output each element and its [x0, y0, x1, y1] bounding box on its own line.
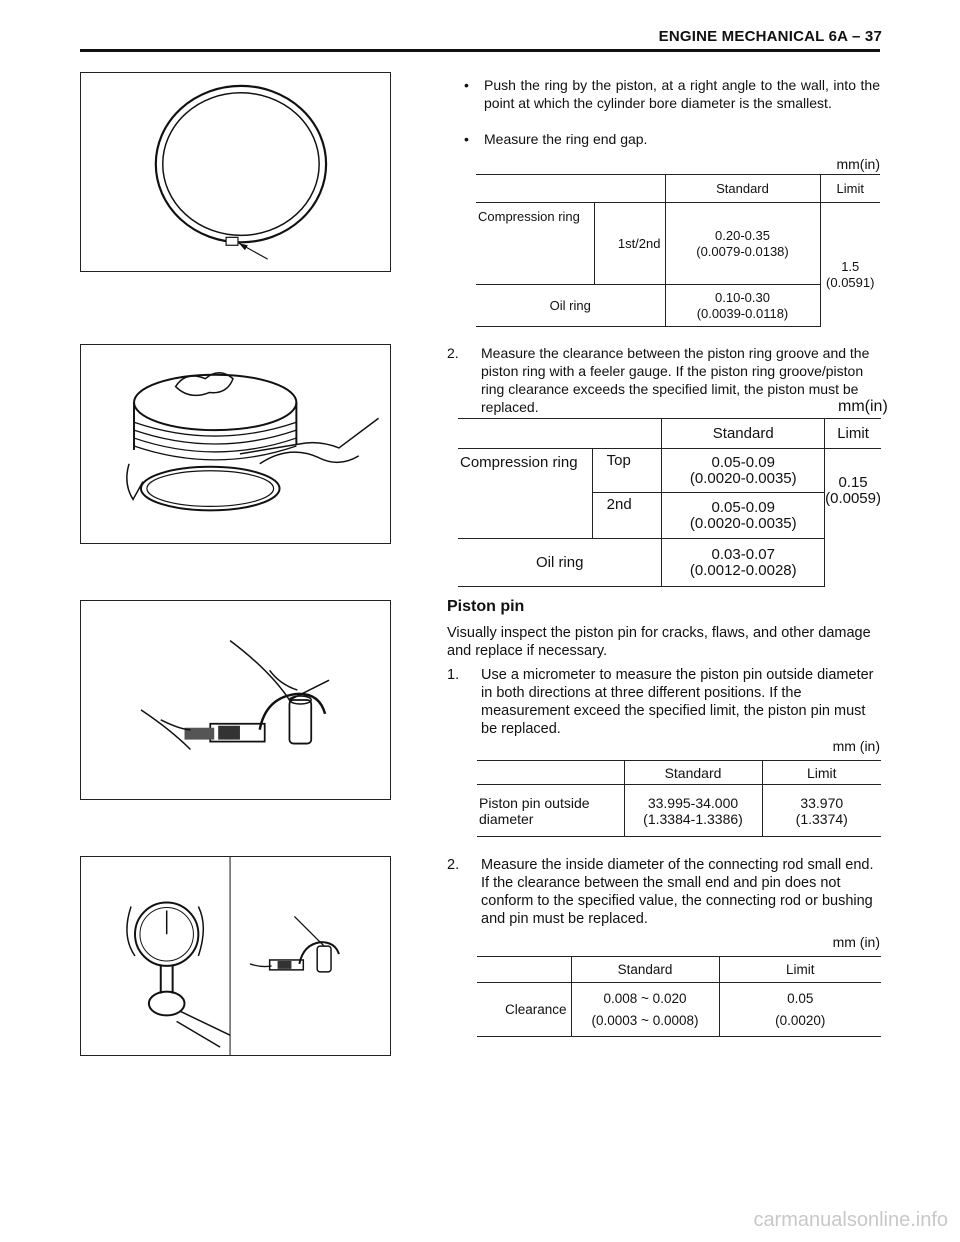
- clearance-label: Clearance: [477, 983, 571, 1037]
- section2-unit: mm(in): [838, 398, 888, 415]
- ring-sub-label: 1st/2nd: [594, 203, 665, 285]
- header-limit: Limit: [820, 175, 880, 203]
- compression-ring-label: Compression ring: [478, 209, 580, 224]
- header-standard: Standard: [624, 761, 762, 785]
- compression-standard-value: 0.20-0.35 (0.0079-0.0138): [665, 203, 820, 285]
- second-ring-label: 2nd: [592, 493, 662, 539]
- compression-ring-label: Compression ring: [460, 454, 578, 471]
- header-limit: Limit: [762, 761, 881, 785]
- micrometer-illustration: [81, 601, 390, 799]
- top-ring-label: Top: [592, 449, 662, 493]
- section3-heading: Piston pin: [447, 598, 525, 615]
- oil-ring-label: Oil ring: [458, 539, 662, 587]
- piston-pin-outside-diameter-label: Piston pin outside diameter: [477, 785, 624, 837]
- section2-step: 2. Measure the clearance between the piston ring groove and the piston ring with a feeler gauge. If the piston ring groove/piston ring clearance exceeds the specified limit, the piston must be replaced.: [447, 345, 870, 415]
- second-ring-standard-value: 0.05-0.09 (0.0020-0.0035): [662, 493, 825, 539]
- oil-ring-standard-value: 0.03-0.07 (0.0012-0.0028): [662, 539, 825, 587]
- ring-end-gap-table: [476, 174, 880, 327]
- watermark: carmanualsonline.info: [753, 1209, 948, 1231]
- oil-ring-standard-value: 0.10-0.30 (0.0039-0.0118): [665, 285, 820, 327]
- figure-connecting-rod-small-end: [80, 856, 391, 1056]
- oil-ring-label: Oil ring: [476, 285, 665, 327]
- header-standard: Standard: [571, 957, 719, 983]
- header-limit: Limit: [825, 419, 881, 449]
- figure-piston-ring-end-gap: [80, 72, 391, 272]
- piston-pin-standard-value: 33.995-34.000 (1.3384-1.3386): [624, 785, 762, 837]
- section4-step: 2. Measure the inside diameter of the connecting rod small end. If the clearance between the small end and pin does not conform to the specified value, the connecting rod or bushing and pin must be replaced.: [447, 857, 874, 927]
- header-standard: Standard: [662, 419, 825, 449]
- ring-gap-limit: 1.5 (0.0591): [820, 203, 880, 327]
- section4-unit: mm (in): [832, 934, 880, 950]
- clearance-standard-value: 0.008 ~ 0.020 (0.0003 ~ 0.0008): [571, 983, 719, 1037]
- piston-ring-illustration: [81, 73, 390, 271]
- ring-groove-clearance-table: [458, 418, 881, 587]
- dial-gauge-illustration: [81, 857, 390, 1055]
- section1-unit: mm(in): [836, 156, 880, 172]
- header-rule: [80, 49, 880, 52]
- section1-bullet-1: • Push the ring by the piston, at a right angle to the wall, into the point at which the cylinder bore diameter is the smallest.: [464, 77, 880, 111]
- section3-step: 1. Use a micrometer to measure the piston pin outside diameter in both directions at three different positions. If the measurement exceed the specified limit, the piston pin must be replaced.: [447, 667, 874, 737]
- clearance-limit-value: 0.05 (0.0020): [719, 983, 881, 1037]
- top-ring-standard-value: 0.05-0.09 (0.0020-0.0035): [662, 449, 825, 493]
- page-header-title: ENGINE MECHANICAL 6A – 37: [658, 28, 882, 45]
- header-standard: Standard: [665, 175, 820, 203]
- feeler-gauge-illustration: [81, 345, 390, 543]
- piston-pin-diameter-table: [477, 760, 881, 837]
- connecting-rod-clearance-table: [477, 956, 881, 1037]
- section3-intro: Visually inspect the piston pin for cracks, flaws, and other damage and replace if necessary.: [447, 625, 871, 659]
- section3-unit: mm (in): [832, 738, 880, 754]
- figure-piston-ring-groove-clearance: [80, 344, 391, 544]
- piston-pin-limit-value: 33.970 (1.3374): [762, 785, 881, 837]
- section1-bullet-2: • Measure the ring end gap.: [464, 131, 648, 147]
- groove-clearance-limit: 0.15 (0.0059): [825, 449, 881, 587]
- header-limit: Limit: [719, 957, 881, 983]
- figure-piston-pin-micrometer: [80, 600, 391, 800]
